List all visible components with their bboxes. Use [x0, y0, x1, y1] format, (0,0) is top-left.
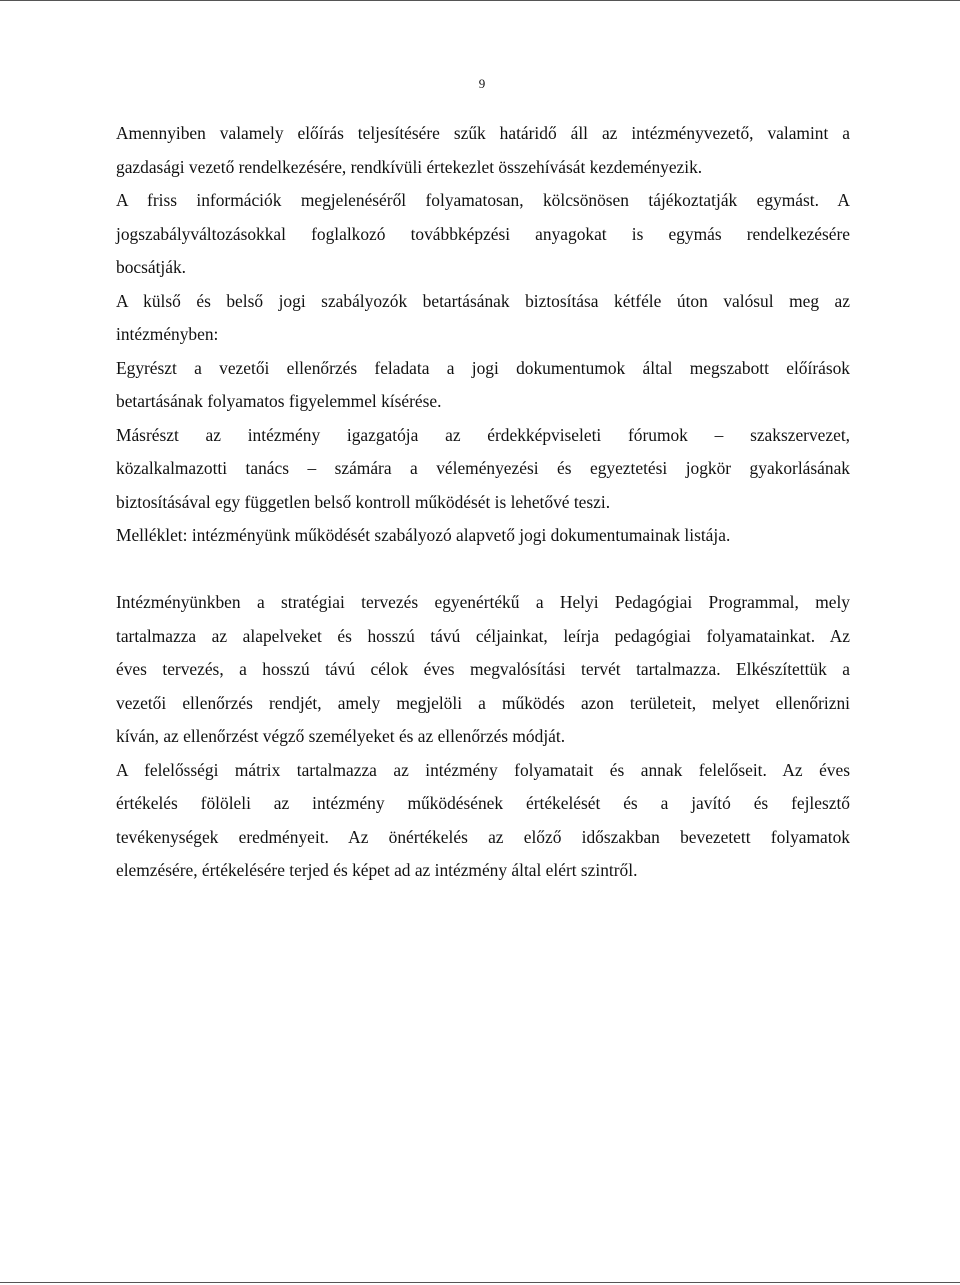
text-line: gazdasági vezető rendelkezésére, rendkívüli értekezlet összehívását kezdeményezik.	[116, 156, 703, 177]
page-top-border	[0, 0, 960, 1]
text-line: Egyrészt a vezetői ellenőrzés feladata a jogi dokumentumok által megszabott előírások	[116, 357, 850, 378]
page-number: 9	[478, 76, 486, 91]
text-line: biztosításával egy független belső kontroll működését is lehetővé teszi.	[116, 491, 611, 512]
text-line: éves tervezés, a hosszú távú célok éves megvalósítási tervét tartalmazza. Elkészítettük a	[116, 659, 850, 679]
text-line: A friss információk megjelenéséről folyamatosan, kölcsönösen tájékoztatják egymást. A	[116, 190, 850, 210]
text-line: A felelősségi mátrix tartalmazza az intézmény folyamatait és annak felelőseit. Az éves	[116, 759, 850, 780]
text-line: intézményben:	[116, 324, 219, 344]
paragraph-section-internal-control	[116, 117, 850, 553]
page-bottom-border	[0, 1282, 960, 1283]
text-line: Melléklet: intézményünk működését szabályozó alapvető jogi dokumentumainak listája.	[116, 525, 731, 545]
paragraph-section-strategic-planning	[116, 586, 850, 888]
text-line: bocsátják.	[116, 257, 187, 277]
text-line: vezetői ellenőrzés rendjét, amely megjelöli a működés azon területeit, melyet ellenőrizni	[116, 692, 850, 713]
text-line: közalkalmazotti tanács – számára a véleményezési és egyeztetési jogkör gyakorlásának	[116, 458, 850, 478]
text-line: Intézményünkben a stratégiai tervezés egyenértékű a Helyi Pedagógiai Programmal, mely	[116, 592, 850, 612]
text-line: kíván, az ellenőrzést végző személyeket és az ellenőrzés módját.	[116, 726, 566, 746]
text-line: A külső és belső jogi szabályozók betartásának biztosítása kétféle úton valósul meg az	[116, 290, 850, 311]
text-line: tevékenységek eredményeit. Az önértékelés az előző időszakban bevezetett folyamatok	[116, 826, 850, 847]
text-line: Másrészt az intézmény igazgatója az érdekképviseleti fórumok – szakszervezet,	[116, 424, 850, 445]
text-line: elemzésére, értékelésére terjed és képet ad az intézmény által elért szintről.	[116, 860, 638, 880]
text-line: Amennyiben valamely előírás teljesítésére szűk határidő áll az intézményvezető, valamint a	[116, 123, 850, 143]
text-line: értékelés fölöleli az intézmény működésének értékelését és a javító és fejlesztő	[116, 793, 850, 813]
text-line: jogszabályváltozásokkal foglalkozó továbbképzési anyagokat is egymás rendelkezésére	[116, 223, 850, 244]
text-line: tartalmazza az alapelveket és hosszú távú céljainkat, leírja pedagógiai folyamatainkat. Az	[116, 625, 850, 646]
text-line: betartásának folyamatos figyelemmel kísérése.	[116, 391, 442, 411]
